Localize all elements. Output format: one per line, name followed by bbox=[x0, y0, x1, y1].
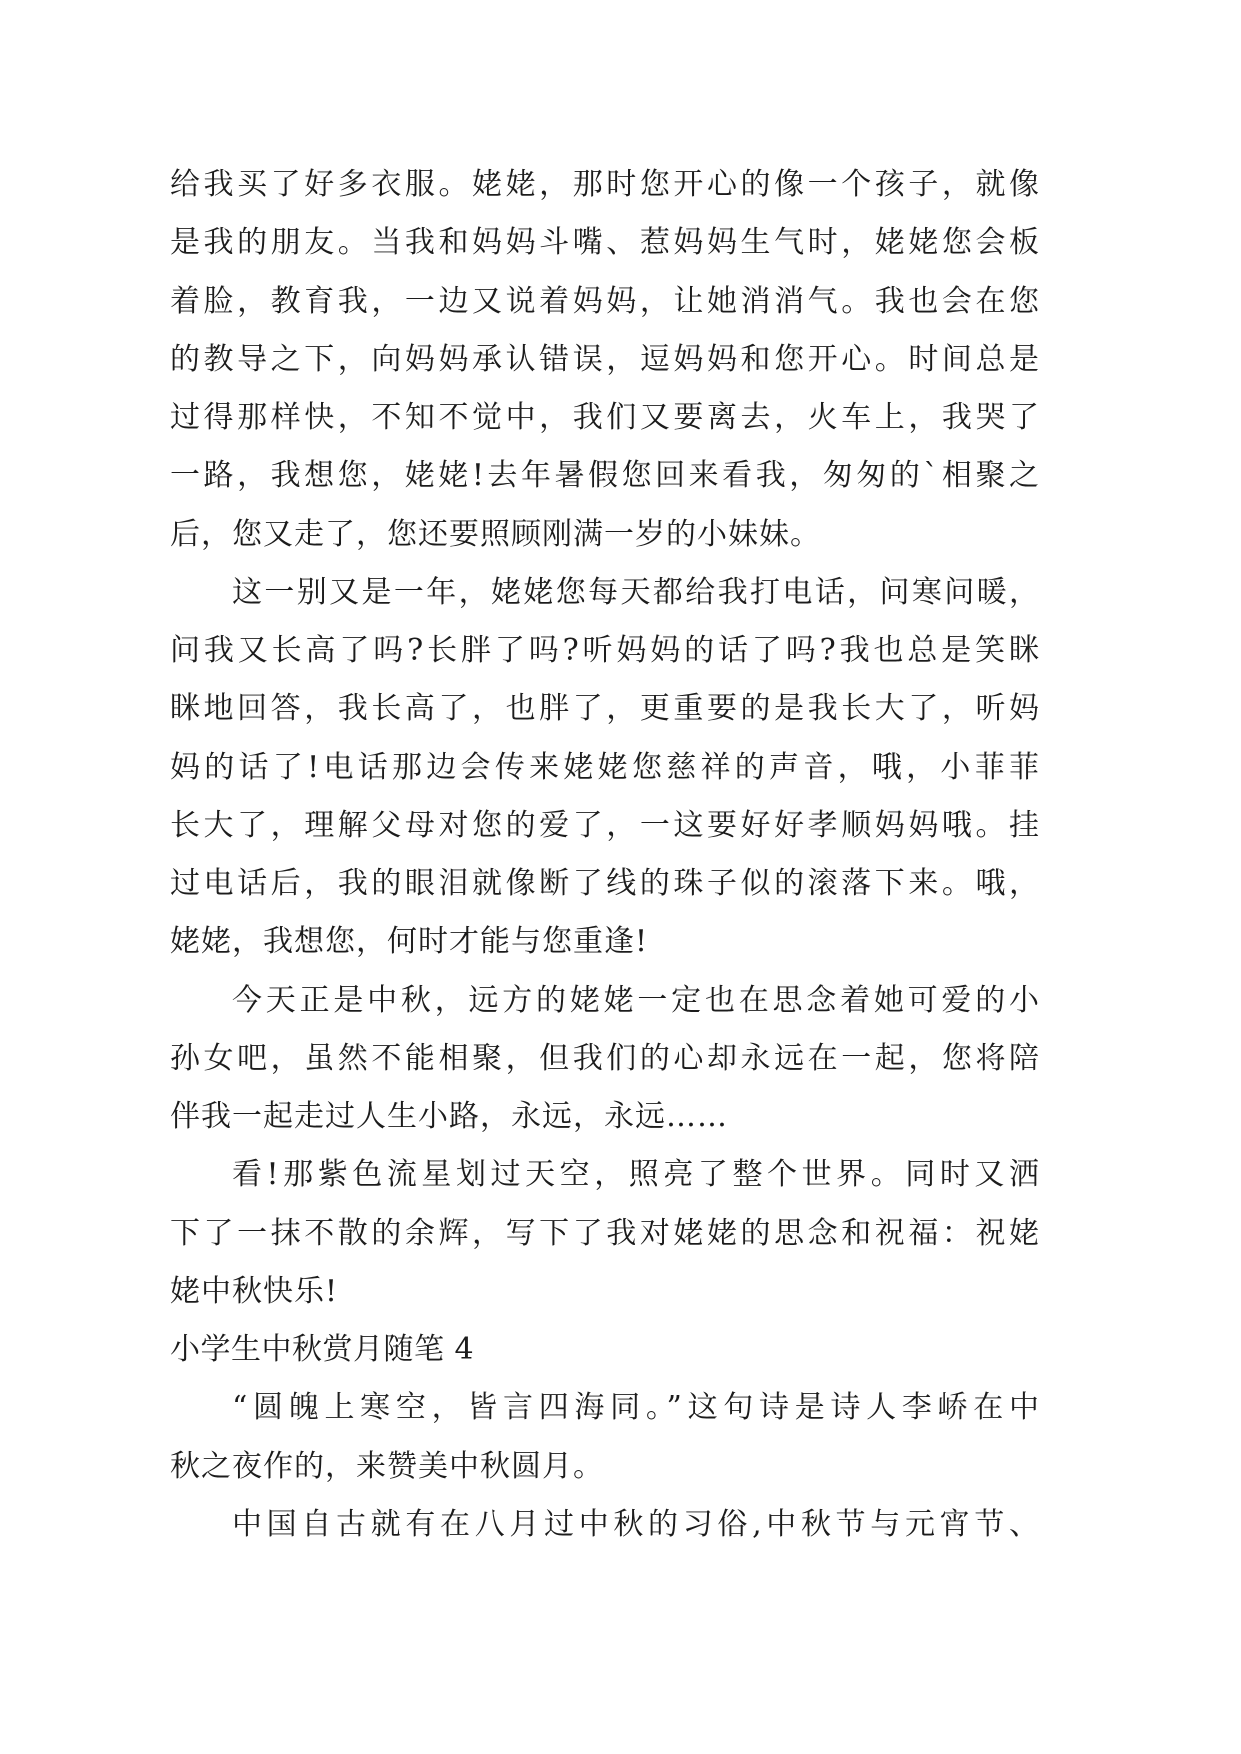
text-line: 后，您又走了，您还要照顾刚满一岁的小妹妹。 bbox=[170, 516, 821, 552]
text-line: 孙女吧，虽然不能相聚，但我们的心却永远在一起，您将陪 bbox=[170, 1040, 1040, 1076]
text-line: 过电话后，我的眼泪就像断了线的珠子似的滚落下来。哦， bbox=[170, 866, 1040, 901]
text-line: 的教导之下，向妈妈承认错误，逗妈妈和您开心。时间总是 bbox=[170, 341, 1040, 377]
text-line: 下了一抹不散的余辉，写下了我对姥姥的思念和祝福：祝姥 bbox=[170, 1215, 1040, 1251]
text-line: 姥中秋快乐! bbox=[170, 1273, 339, 1309]
text-line: 今天正是中秋，远方的姥姥一定也在思念着她可爱的小 bbox=[232, 982, 1040, 1018]
text-line: 着脸，教育我，一边又说着妈妈，让她消消气。我也会在您 bbox=[170, 283, 1040, 319]
text-line: 一路，我想您，姥姥!去年暑假您回来看我，匆匆的`相聚之 bbox=[170, 458, 1040, 494]
text-line: 姥姥，我想您，何时才能与您重逢! bbox=[170, 924, 649, 960]
paragraph bbox=[170, 156, 1040, 564]
paragraph bbox=[170, 1146, 1040, 1321]
text-line: 伴我一起走过人生小路，永远，永远…… bbox=[170, 1099, 728, 1134]
paragraph bbox=[170, 1379, 1040, 1496]
text-line: 眯地回答，我长高了，也胖了，更重要的是我长大了，听妈 bbox=[170, 691, 1040, 727]
text-line: 妈的话了!电话那边会传来姥姥您慈祥的声音，哦，小菲菲 bbox=[170, 749, 1040, 785]
text-line: 过得那样快，不知不觉中，我们又要离去，火车上，我哭了 bbox=[170, 400, 1040, 435]
text-line: “圆魄上寒空，皆言四海同。”这句诗是诗人李峤在中 bbox=[232, 1390, 1040, 1426]
section-heading: 小学生中秋赏月随笔 4 bbox=[170, 1332, 475, 1367]
text-line: 长大了，理解父母对您的爱了，一这要好好孝顺妈妈哦。挂 bbox=[170, 807, 1040, 843]
document-body bbox=[170, 156, 1040, 1554]
paragraph bbox=[170, 972, 1040, 1147]
paragraph bbox=[170, 564, 1040, 972]
text-line: 看!那紫色流星划过天空，照亮了整个世界。同时又洒 bbox=[232, 1157, 1040, 1193]
paragraph bbox=[170, 1496, 1040, 1554]
text-line: 是我的朋友。当我和妈妈斗嘴、惹妈妈生气时，姥姥您会板 bbox=[170, 225, 1040, 261]
text-line: 秋之夜作的，来赞美中秋圆月。 bbox=[170, 1448, 604, 1484]
text-line: 这一别又是一年，姥姥您每天都给我打电话，问寒问暖， bbox=[232, 574, 1040, 610]
text-line: 给我买了好多衣服。姥姥，那时您开心的像一个孩子，就像 bbox=[170, 167, 1040, 202]
text-line: 问我又长高了吗?长胖了吗?听妈妈的话了吗?我也总是笑眯 bbox=[170, 633, 1040, 668]
text-line: 中国自古就有在八月过中秋的习俗,中秋节与元宵节、 bbox=[232, 1506, 1040, 1542]
